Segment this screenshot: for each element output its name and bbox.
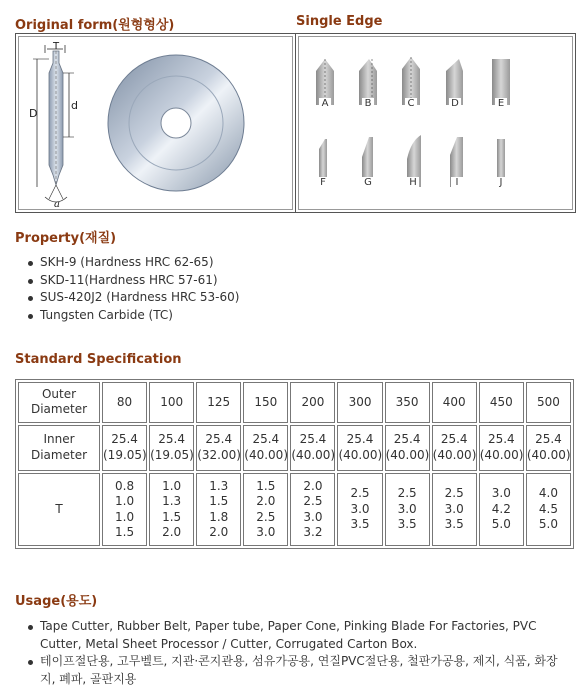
outer-cell: 100 xyxy=(149,382,194,423)
inner-cell: 25.4 (19.05) xyxy=(102,425,147,472)
inner-cell: 25.4 (19.05) xyxy=(149,425,194,472)
property-list xyxy=(16,254,566,324)
t-cell: 4.0 4.5 5.0 xyxy=(526,473,571,546)
outer-cell: 125 xyxy=(196,382,241,423)
spec-table xyxy=(15,379,574,549)
outer-cell: 300 xyxy=(337,382,382,423)
edge-label-F: F xyxy=(317,177,329,188)
property-item: SKH-9 (Hardness HRC 62-65) xyxy=(16,254,566,272)
inner-cell: 25.4 (40.00) xyxy=(385,425,430,472)
usage-list xyxy=(16,618,564,688)
t-cell: 0.8 1.0 1.0 1.5 xyxy=(102,473,147,546)
property-item: SKD-11(Hardness HRC 57-61) xyxy=(16,272,566,290)
t-cell: 1.3 1.5 1.8 2.0 xyxy=(196,473,241,546)
t-header: T xyxy=(18,473,100,546)
single-edge-panel xyxy=(295,33,576,213)
t-cell: 1.5 2.0 2.5 3.0 xyxy=(243,473,288,546)
t-cell: 3.0 4.2 5.0 xyxy=(479,473,524,546)
inner-cell: 25.4 (40.00) xyxy=(290,425,335,472)
circular-blade-image xyxy=(108,55,244,191)
original-form-diagram xyxy=(19,37,292,209)
dimension-label-d: d xyxy=(71,99,78,112)
property-item: Tungsten Carbide (TC) xyxy=(16,307,566,325)
edge-label-C: C xyxy=(405,98,417,109)
single-edge-shapes xyxy=(299,37,572,209)
edge-label-I: I xyxy=(451,177,463,188)
inner-cell: 25.4 (40.00) xyxy=(243,425,288,472)
edge-label-D: D xyxy=(449,98,461,109)
inner-cell: 25.4 (40.00) xyxy=(337,425,382,472)
outer-cell: 150 xyxy=(243,382,288,423)
outer-cell: 200 xyxy=(290,382,335,423)
blade-side-view xyxy=(33,45,74,202)
t-cell: 1.0 1.3 1.5 2.0 xyxy=(149,473,194,546)
edge-label-E: E xyxy=(495,98,507,109)
usage-item: Tape Cutter, Rubber Belt, Paper tube, Paper Cone, Pinking Blade For Factories, PVC Cutter, Metal Sheet Processor / Cutter, Corrugated Carton Box. xyxy=(16,618,564,653)
usage-heading: Usage(용도) xyxy=(15,594,98,609)
inner-diameter-header: Inner Diameter xyxy=(18,425,100,472)
single-edge-heading: Single Edge xyxy=(296,14,383,29)
edge-label-B: B xyxy=(362,98,374,109)
table-row xyxy=(18,425,571,472)
inner-cell: 25.4 (40.00) xyxy=(479,425,524,472)
outer-cell: 400 xyxy=(432,382,477,423)
t-cell: 2.5 3.0 3.5 xyxy=(337,473,382,546)
edge-label-J: J xyxy=(495,177,507,188)
outer-cell: 80 xyxy=(102,382,147,423)
dimension-label-T: T xyxy=(53,41,60,52)
inner-cell: 25.4 (32.00) xyxy=(196,425,241,472)
dimension-label-D: D xyxy=(29,107,38,120)
t-cell: 2.5 3.0 3.5 xyxy=(432,473,477,546)
property-heading: Property(재질) xyxy=(15,231,117,246)
t-cell: 2.5 3.0 3.5 xyxy=(385,473,430,546)
table-row xyxy=(18,473,571,546)
dimension-label-alpha: a xyxy=(54,199,60,209)
edge-label-G: G xyxy=(362,177,374,188)
original-form-panel xyxy=(15,33,296,213)
property-item: SUS-420J2 (Hardness HRC 53-60) xyxy=(16,289,566,307)
outer-cell: 450 xyxy=(479,382,524,423)
table-row xyxy=(18,382,571,423)
inner-cell: 25.4 (40.00) xyxy=(432,425,477,472)
standard-spec-heading: Standard Specification xyxy=(15,352,182,367)
inner-cell: 25.4 (40.00) xyxy=(526,425,571,472)
edge-label-A: A xyxy=(319,98,331,109)
t-cell: 2.0 2.5 3.0 3.2 xyxy=(290,473,335,546)
original-form-heading: Original form(원형형상) xyxy=(15,18,175,33)
outer-cell: 500 xyxy=(526,382,571,423)
outer-diameter-header: Outer Diameter xyxy=(18,382,100,423)
usage-item: 테이프절단용, 고무벨트, 지관·콘지관용, 섬유가공용, 연질PVC절단용, 철판가공용, 제지, 식품, 화장지, 폐파, 골판지용 xyxy=(16,653,564,688)
edge-label-H: H xyxy=(407,177,419,188)
outer-cell: 350 xyxy=(385,382,430,423)
